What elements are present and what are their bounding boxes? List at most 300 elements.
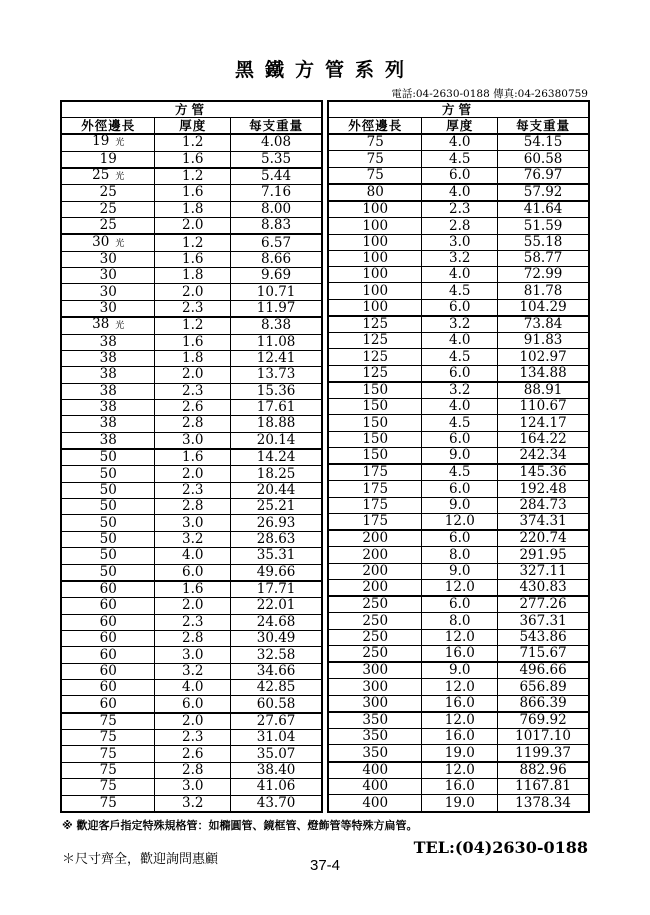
cell-size <box>61 251 155 267</box>
cell-weight: 145.36 <box>498 464 589 481</box>
cell-thickness: 8.0 <box>422 547 498 563</box>
cell-weight: 9.69 <box>231 268 322 284</box>
size-value: 50 <box>99 449 117 466</box>
cell-size <box>61 168 155 185</box>
polished-mark: 光 <box>115 321 125 332</box>
cell-size <box>328 316 422 333</box>
cell-weight: 14.24 <box>231 449 322 466</box>
cell-thickness: 4.5 <box>422 464 498 481</box>
cell-thickness: 6.0 <box>422 596 498 613</box>
cell-size <box>61 680 155 696</box>
cell-size <box>328 579 422 596</box>
size-value: 60 <box>99 679 117 696</box>
cell-thickness: 1.8 <box>155 350 231 366</box>
size-value: 125 <box>362 316 389 333</box>
cell-weight: 35.07 <box>231 746 322 762</box>
size-value: 150 <box>362 431 389 447</box>
size-value: 200 <box>362 579 389 596</box>
cell-thickness: 2.8 <box>422 218 498 234</box>
cell-size <box>61 416 155 432</box>
cell-weight: 11.97 <box>231 300 322 317</box>
table-row <box>328 695 589 712</box>
cell-thickness: 1.2 <box>155 168 231 185</box>
table-row <box>328 481 589 497</box>
cell-size <box>328 431 422 447</box>
size-value: 75 <box>99 745 117 762</box>
cell-thickness: 3.2 <box>422 316 498 333</box>
cell-weight: 17.71 <box>231 581 322 598</box>
cell-thickness: 2.6 <box>155 399 231 415</box>
cell-thickness: 12.0 <box>422 513 498 530</box>
size-value: 100 <box>362 201 389 218</box>
cell-size <box>328 415 422 431</box>
size-value: 300 <box>362 662 389 679</box>
cell-size <box>61 383 155 399</box>
table-row <box>61 614 322 630</box>
size-value: 100 <box>362 234 389 250</box>
cell-thickness: 1.8 <box>155 201 231 217</box>
cell-size <box>61 531 155 547</box>
column-header-weight: 每支重量 <box>231 118 322 135</box>
cell-weight: 41.64 <box>498 201 589 218</box>
table-row <box>61 598 322 614</box>
cell-thickness: 4.0 <box>422 184 498 201</box>
table-row <box>61 564 322 581</box>
cell-thickness: 4.0 <box>155 548 231 564</box>
cell-weight: 656.89 <box>498 679 589 695</box>
table-row <box>328 365 589 382</box>
cell-size <box>61 234 155 251</box>
cell-weight: 164.22 <box>498 431 589 447</box>
table-row <box>61 317 322 334</box>
right-table-body <box>328 134 589 812</box>
cell-thickness: 12.0 <box>422 629 498 645</box>
table-row <box>328 662 589 679</box>
cell-thickness: 6.0 <box>422 365 498 382</box>
cell-size <box>61 696 155 713</box>
cell-weight: 30.49 <box>231 630 322 646</box>
cell-size <box>328 447 422 464</box>
table-row <box>328 762 589 779</box>
cell-weight: 124.17 <box>498 415 589 431</box>
cell-weight: 8.00 <box>231 201 322 217</box>
table-row <box>61 779 322 795</box>
size-value: 75 <box>99 729 117 746</box>
cell-weight: 496.66 <box>498 662 589 679</box>
cell-size <box>61 449 155 466</box>
table-row <box>328 283 589 299</box>
cell-thickness: 1.6 <box>155 251 231 267</box>
size-value: 50 <box>99 482 117 498</box>
table-row <box>328 729 589 745</box>
cell-weight: 57.92 <box>498 184 589 201</box>
table-row <box>328 497 589 513</box>
cell-weight: 25.21 <box>231 499 322 515</box>
size-value: 25 <box>99 217 117 234</box>
table-row <box>328 134 589 151</box>
size-value: 75 <box>99 712 117 729</box>
table-row <box>61 217 322 234</box>
cell-thickness: 2.8 <box>155 762 231 778</box>
size-value: 400 <box>362 778 389 795</box>
cell-size <box>328 563 422 579</box>
cell-thickness: 2.8 <box>155 416 231 432</box>
cell-size <box>61 185 155 201</box>
cell-weight: 72.99 <box>498 267 589 283</box>
size-value: 175 <box>362 513 389 530</box>
cell-weight: 882.96 <box>498 762 589 779</box>
cell-size <box>61 367 155 383</box>
cell-thickness: 4.5 <box>422 283 498 299</box>
cell-weight: 284.73 <box>498 497 589 513</box>
cell-weight: 769.92 <box>498 712 589 729</box>
table-row <box>61 300 322 317</box>
cell-size <box>328 530 422 547</box>
cell-thickness: 3.2 <box>155 663 231 679</box>
size-value: 25 <box>92 167 110 184</box>
table-row <box>328 464 589 481</box>
cell-size <box>328 695 422 712</box>
size-value: 30 <box>99 300 117 316</box>
left-table <box>60 100 323 813</box>
cell-thickness: 2.0 <box>155 217 231 234</box>
table-row <box>61 185 322 201</box>
cell-weight: 12.41 <box>231 350 322 366</box>
size-value: 400 <box>362 761 389 778</box>
table-row <box>61 548 322 564</box>
cell-thickness: 6.0 <box>422 530 498 547</box>
tables-container <box>60 100 590 813</box>
column-header-weight: 每支重量 <box>498 118 589 135</box>
table-row <box>61 168 322 185</box>
table-row <box>61 680 322 696</box>
table-row <box>61 234 322 251</box>
cell-size <box>328 481 422 497</box>
cell-thickness: 1.2 <box>155 234 231 251</box>
table-row <box>61 762 322 778</box>
size-value: 30 <box>99 267 117 284</box>
column-header-thickness: 厚度 <box>422 118 498 135</box>
slogan: ＊尺寸齊全，歡迎詢問惠顧 <box>62 852 219 867</box>
footnote: ※ 歡迎客戶指定特殊規格管：如橢圓管、鏡框管、燈飾管等特殊方扁管。 <box>62 819 418 832</box>
size-value: 25 <box>99 201 117 217</box>
cell-size <box>328 382 422 399</box>
cell-size <box>61 598 155 614</box>
cell-thickness: 3.0 <box>155 779 231 795</box>
size-value: 60 <box>99 646 117 663</box>
cell-thickness: 6.0 <box>422 167 498 184</box>
table-row <box>328 431 589 447</box>
cell-size <box>61 399 155 415</box>
cell-weight: 1378.34 <box>498 795 589 812</box>
cell-thickness: 16.0 <box>422 778 498 794</box>
size-value: 300 <box>362 678 389 695</box>
cell-thickness: 3.0 <box>155 515 231 531</box>
cell-size <box>328 795 422 812</box>
cell-size <box>328 349 422 365</box>
polished-mark: 光 <box>115 238 125 249</box>
cell-weight: 102.97 <box>498 349 589 365</box>
cell-weight: 242.34 <box>498 447 589 464</box>
table-row <box>61 134 322 151</box>
table-row <box>61 449 322 466</box>
cell-size <box>328 365 422 382</box>
cell-size <box>328 729 422 745</box>
table-row <box>328 399 589 415</box>
cell-size <box>61 482 155 498</box>
size-value: 60 <box>99 695 117 712</box>
cell-thickness: 3.0 <box>155 432 231 449</box>
cell-size <box>328 497 422 513</box>
table-row <box>328 349 589 365</box>
cell-weight: 91.83 <box>498 333 589 349</box>
cell-weight: 28.63 <box>231 531 322 547</box>
table-row <box>328 267 589 283</box>
size-value: 75 <box>99 795 117 811</box>
cell-thickness: 3.2 <box>422 250 498 266</box>
cell-weight: 41.06 <box>231 779 322 795</box>
cell-thickness: 2.6 <box>155 746 231 762</box>
cell-size <box>328 267 422 283</box>
cell-thickness: 12.0 <box>422 712 498 729</box>
cell-size <box>328 762 422 779</box>
table-row <box>61 367 322 383</box>
table-row <box>61 499 322 515</box>
table-row <box>61 350 322 366</box>
cell-weight: 38.40 <box>231 762 322 778</box>
cell-thickness: 6.0 <box>155 696 231 713</box>
size-value: 175 <box>362 497 389 513</box>
cell-weight: 42.85 <box>231 680 322 696</box>
cell-weight: 10.71 <box>231 284 322 300</box>
cell-weight: 20.14 <box>231 432 322 449</box>
cell-size <box>61 762 155 778</box>
cell-weight: 60.58 <box>498 151 589 167</box>
cell-thickness: 19.0 <box>422 795 498 812</box>
table-row <box>328 218 589 234</box>
cell-thickness: 2.0 <box>155 367 231 383</box>
table-row <box>61 746 322 762</box>
cell-weight: 17.61 <box>231 399 322 415</box>
cell-size <box>328 613 422 629</box>
cell-weight: 18.25 <box>231 466 322 482</box>
cell-thickness: 2.8 <box>155 630 231 646</box>
cell-weight: 18.88 <box>231 416 322 432</box>
size-value: 125 <box>362 332 389 349</box>
cell-thickness: 3.2 <box>422 382 498 399</box>
size-value: 100 <box>362 250 389 267</box>
cell-weight: 24.68 <box>231 614 322 630</box>
cell-size <box>61 317 155 334</box>
cell-weight: 76.97 <box>498 167 589 184</box>
cell-thickness: 1.6 <box>155 185 231 201</box>
cell-size <box>61 201 155 217</box>
size-value: 50 <box>99 514 117 531</box>
cell-weight: 60.58 <box>231 696 322 713</box>
table-row <box>61 432 322 449</box>
cell-weight: 49.66 <box>231 564 322 581</box>
table-row <box>61 581 322 598</box>
cell-size <box>328 184 422 201</box>
cell-size <box>328 629 422 645</box>
cell-thickness: 2.3 <box>422 201 498 218</box>
cell-weight: 55.18 <box>498 234 589 250</box>
cell-weight: 20.44 <box>231 482 322 498</box>
table-row <box>328 745 589 762</box>
cell-thickness: 2.0 <box>155 466 231 482</box>
size-value: 400 <box>362 794 389 811</box>
size-value: 125 <box>362 365 389 381</box>
cell-thickness: 3.2 <box>155 795 231 812</box>
cell-weight: 291.95 <box>498 547 589 563</box>
table-row <box>61 630 322 646</box>
cell-size <box>61 284 155 300</box>
cell-size <box>61 217 155 234</box>
cell-thickness: 6.0 <box>422 299 498 316</box>
cell-weight: 88.91 <box>498 382 589 399</box>
table-row <box>328 563 589 579</box>
size-value: 50 <box>99 465 117 482</box>
cell-weight: 1199.37 <box>498 745 589 762</box>
cell-weight: 51.59 <box>498 218 589 234</box>
polished-mark: 光 <box>115 172 125 183</box>
cell-weight: 54.15 <box>498 134 589 151</box>
cell-weight: 26.93 <box>231 515 322 531</box>
table-row <box>61 251 322 267</box>
size-value: 38 <box>92 317 110 333</box>
table-row <box>328 151 589 167</box>
column-header-thickness: 厚度 <box>155 118 231 135</box>
cell-size <box>61 746 155 762</box>
cell-thickness: 2.3 <box>155 383 231 399</box>
size-value: 38 <box>99 432 117 448</box>
size-value: 60 <box>99 663 117 679</box>
cell-weight: 277.26 <box>498 596 589 613</box>
cell-weight: 15.36 <box>231 383 322 399</box>
cell-size <box>61 630 155 646</box>
cell-thickness: 3.0 <box>422 234 498 250</box>
cell-thickness: 1.2 <box>155 317 231 334</box>
cell-size <box>61 432 155 449</box>
cell-weight: 5.44 <box>231 168 322 185</box>
size-value: 75 <box>99 762 117 779</box>
table-row <box>61 663 322 679</box>
size-value: 150 <box>362 398 389 415</box>
cell-weight: 31.04 <box>231 730 322 746</box>
cell-thickness: 1.6 <box>155 151 231 168</box>
table-row <box>61 201 322 217</box>
table-row <box>328 778 589 794</box>
table-row <box>328 382 589 399</box>
cell-size <box>328 333 422 349</box>
cell-weight: 866.39 <box>498 695 589 712</box>
column-header-size: 外徑邊長 <box>61 118 155 135</box>
cell-weight: 6.57 <box>231 234 322 251</box>
cell-size <box>328 778 422 794</box>
size-value: 200 <box>362 563 389 579</box>
left-table-body <box>61 134 322 812</box>
table-row <box>328 415 589 431</box>
size-value: 200 <box>362 530 389 547</box>
cell-weight: 430.83 <box>498 579 589 596</box>
cell-size <box>61 614 155 630</box>
telephone: TEL:(04)2630-0188 <box>413 838 588 857</box>
cell-size <box>61 548 155 564</box>
cell-size <box>61 268 155 284</box>
cell-weight: 367.31 <box>498 613 589 629</box>
size-value: 100 <box>362 266 389 283</box>
table-row <box>328 679 589 695</box>
size-value: 50 <box>99 498 117 515</box>
size-value: 250 <box>362 596 389 613</box>
table-row <box>61 268 322 284</box>
size-value: 125 <box>362 348 389 365</box>
cell-weight: 58.77 <box>498 250 589 266</box>
cell-weight: 73.84 <box>498 316 589 333</box>
cell-thickness: 1.6 <box>155 449 231 466</box>
size-value: 250 <box>362 612 389 629</box>
size-value: 38 <box>99 350 117 367</box>
table-row <box>61 696 322 713</box>
size-value: 38 <box>99 399 117 416</box>
table-row <box>328 316 589 333</box>
table-row <box>61 416 322 432</box>
cell-weight: 34.66 <box>231 663 322 679</box>
cell-size <box>61 713 155 730</box>
cell-weight: 35.31 <box>231 548 322 564</box>
cell-size <box>328 234 422 250</box>
size-value: 30 <box>99 251 117 267</box>
cell-size <box>61 300 155 317</box>
cell-weight: 43.70 <box>231 795 322 812</box>
table-row <box>61 399 322 415</box>
cell-size <box>61 581 155 598</box>
cell-thickness: 4.0 <box>422 267 498 283</box>
size-value: 38 <box>99 334 117 350</box>
cell-weight: 81.78 <box>498 283 589 299</box>
cell-thickness: 1.6 <box>155 581 231 598</box>
table-row <box>61 730 322 746</box>
cell-weight: 8.66 <box>231 251 322 267</box>
size-value: 150 <box>362 382 389 399</box>
cell-thickness: 4.0 <box>155 680 231 696</box>
cell-size <box>328 167 422 184</box>
size-value: 50 <box>99 547 117 564</box>
cell-size <box>328 596 422 613</box>
table-row <box>61 713 322 730</box>
cell-size <box>61 663 155 679</box>
table-row <box>328 447 589 464</box>
cell-thickness: 1.2 <box>155 134 231 151</box>
cell-size <box>328 745 422 762</box>
table-row <box>328 613 589 629</box>
cell-thickness: 1.8 <box>155 268 231 284</box>
table-row <box>328 645 589 662</box>
cell-thickness: 2.8 <box>155 499 231 515</box>
cell-thickness: 16.0 <box>422 645 498 662</box>
table-row <box>328 167 589 184</box>
cell-thickness: 4.5 <box>422 349 498 365</box>
cell-thickness: 4.0 <box>422 399 498 415</box>
cell-weight: 7.16 <box>231 185 322 201</box>
cell-thickness: 12.0 <box>422 579 498 596</box>
cell-size <box>61 334 155 350</box>
cell-weight: 134.88 <box>498 365 589 382</box>
size-value: 350 <box>362 728 389 745</box>
cell-weight: 192.48 <box>498 481 589 497</box>
size-value: 250 <box>362 645 389 662</box>
size-value: 200 <box>362 546 389 563</box>
